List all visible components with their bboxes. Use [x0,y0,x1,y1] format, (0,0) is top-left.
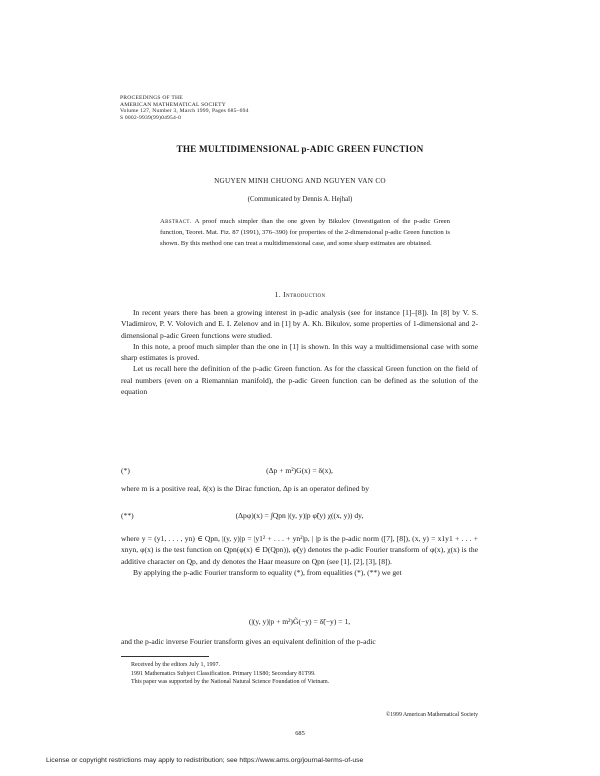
footnote-received: Received by the editors July 1, 1997. [131,662,220,668]
intro-text-block-1 [121,307,478,397]
license-notice: License or copyright restrictions may apply to redistribution; see https://www.ams.org/journal-terms-of-use [46,757,364,764]
paragraph-2: In this note, a proof much simpler than the one in [1] is shown. In this way a multidimensional case with some sharp estimates is proved. [121,341,478,363]
equation-star-body: (Δp + m²)G(x) = δ(x), [266,466,333,475]
intro-text-block-3 [121,533,478,578]
equation-double-star-label: (**) [121,511,134,520]
equation-star-label: (*) [121,466,130,475]
journal-name-line1: PROCEEDINGS OF THE [120,95,183,101]
communicated-by: (Communicated by Dennis A. Hejhal) [247,196,353,203]
paper-title-text: THE MULTIDIMENSIONAL p-ADIC GREEN FUNCTION [176,144,424,154]
journal-volume-line: Volume 127, Number 3, March 1999, Pages 685–694 [120,108,249,115]
copyright-notice: ©1999 American Mathematical Society [385,712,478,718]
abstract-label: Abstract. [160,218,192,225]
paragraph-3: Let us recall here the definition of the p-adic Green function. As for the classical Green function on the field of real numbers (even on a Riemannian manifold), the p-adic Green function can be defined as the solution of the equation [121,364,478,397]
journal-doi-line: S 0002-9939(99)04954-0 [120,114,182,121]
footnote-msc: 1991 Mathematics Subject Classification. Primary 11S80; Secondary 81T99. [131,670,316,677]
equation-double-star-body: (Δpφ)(x) = ∫Qpn |(y, y)|p φ̃(y) χ((x, y)) dy, [235,511,364,520]
journal-name-line2: AMERICAN MATHEMATICAL SOCIETY [120,101,226,108]
equation-fourier [121,617,478,629]
equation-star [121,466,478,478]
section-heading-introduction: 1. Introduction [274,290,326,299]
abstract [160,216,450,250]
paper-authors: NGUYEN MINH CHUONG AND NGUYEN VAN CO [214,177,386,185]
paragraph-6: By applying the p-adic Fourier transform to equality (*), from equalities (*), (**) we get [133,567,402,577]
paragraph-5: where y = (y1, . . . , yn) ∈ Qpn, |(y, y)|p = |y1² + . . . + yn²|p, | |p is the p-adic norm ([7], [8]), (x, y) = x1y1 + . . . + xnyn, φ(x) is the test function on Qpn(φ(x) ∈ D(Qpn)), φ̃(y) denotes the p-adic Fourier transform of φ(x), χ(x) is the additive character on Qp, and dy denotes the Haar measure on Qpn (see [1], [2], [3], [8]). [121,534,478,566]
equation-fourier-body: (|(y, y)|p + m²)G̃(−y) = δ̃(−y) = 1, [248,617,351,626]
abstract-text: A proof much simpler than the one given by Bikulov (Investigation of the p-adic Green function, Teoret. Mat. Fiz. 87 (1991), 376–390) for properties of the 2-dimensional p-adic Green function is shown. By this method one can treat a multidimensional case, and some sharp estimates are obtained. [160,218,450,248]
page-number: 685 [295,730,305,737]
paragraph-7: and the p-adic inverse Fourier transform gives an equivalent definition of the p-adic [121,637,376,646]
footnotes [121,661,478,687]
paper-title [0,144,600,154]
intro-text-block-2 [121,483,478,494]
equation-double-star [121,511,478,523]
intro-text-block-4 [121,636,478,647]
footnote-support: This paper was supported by the National Natural Science Foundation of Vietnam. [131,679,330,686]
paragraph-1: In recent years there has been a growing interest in p-adic analysis (see for instance [1]–[8]). In [8] by V. S. Vladimirov, P. V. Volovich and E. I. Zelenov and in [1] by A. Kh. Bikulov, some properties of 1-dimensional and 2-dimensional p-adic Green functions were studied. [121,308,478,340]
footnote-rule [121,656,209,657]
paragraph-4: where m is a positive real, δ(x) is the Dirac function, Δp is an operator defined by [121,484,370,493]
